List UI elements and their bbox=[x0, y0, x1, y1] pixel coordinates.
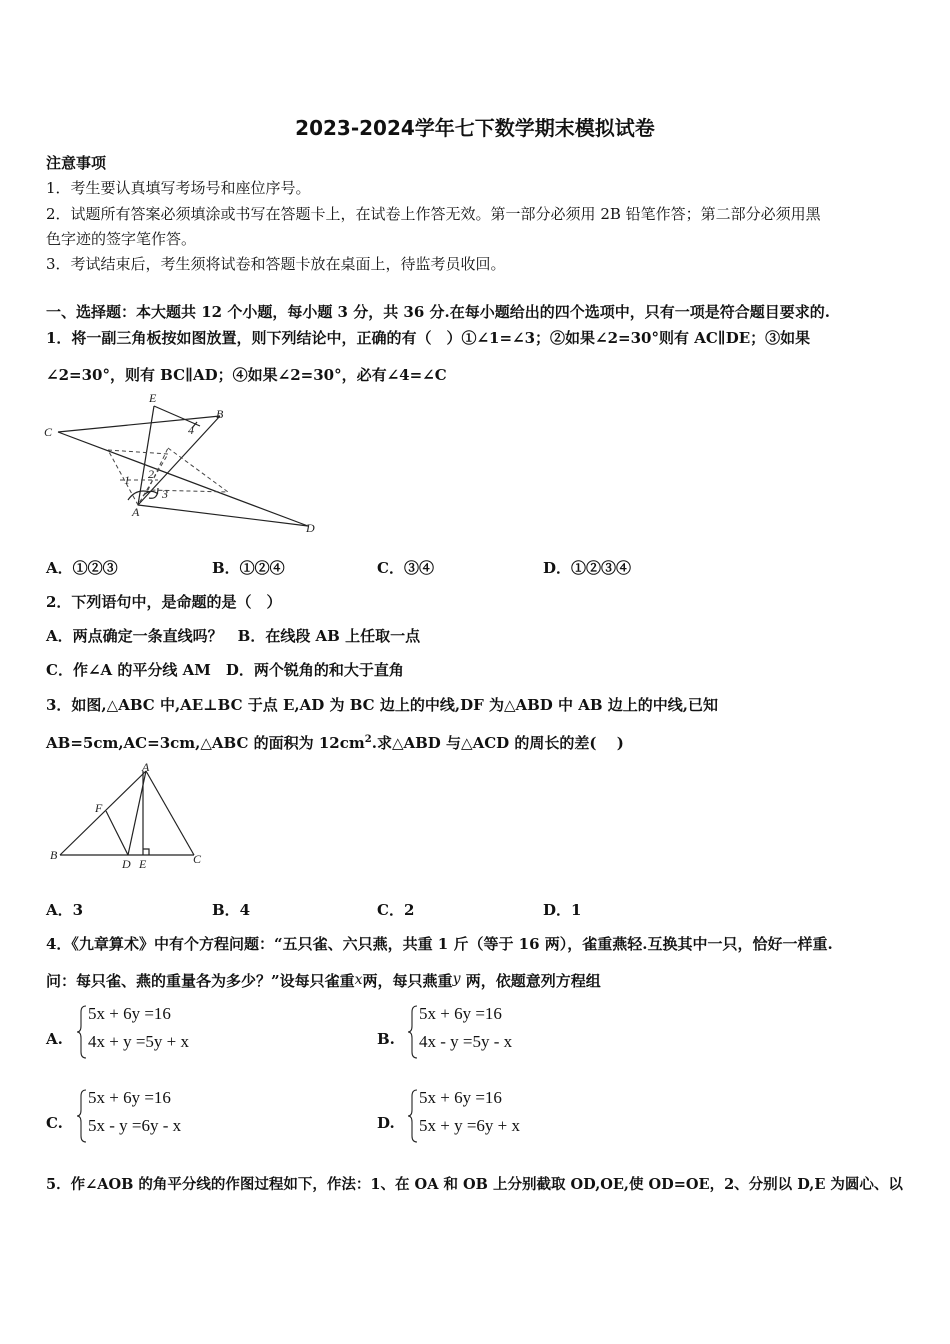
q1-label: A bbox=[132, 505, 140, 519]
q3-option-b[interactable]: B．4 bbox=[212, 901, 251, 919]
section-heading: 一、选择题：本大题共 12 个小题，每小题 3 分，共 36 分.在每小题给出的四个选项中，只有一项是符合题目要求的. bbox=[46, 303, 830, 321]
q3-label: D bbox=[122, 857, 131, 871]
q1-label: 2 bbox=[148, 467, 154, 481]
q4-var-y: y bbox=[452, 971, 461, 987]
q2-options-row1[interactable]: A．两点确定一条直线吗？ B．在线段 AB 上任取一点 bbox=[46, 627, 421, 645]
equation: 5x + y =6y + x bbox=[419, 1116, 521, 1135]
q3-option-c[interactable]: C．2 bbox=[377, 901, 415, 919]
q4-stem-line1: 4．《九章算术》中有个方程问题：“五只雀、六只燕，共重 1 斤（等于 16 两），雀重燕轻.互换其中一只，恰好一样重. bbox=[46, 935, 833, 953]
q3-stem-text: AB=5cm,AC=3cm,△ABC 的面积为 12cm bbox=[46, 734, 365, 752]
equation: 5x - y =6y - x bbox=[88, 1116, 182, 1135]
q4-option-d-system[interactable] bbox=[407, 1088, 567, 1144]
q2-options-row2[interactable]: C．作∠A 的平分线 AM D．两个锐角的和大于直角 bbox=[46, 661, 404, 679]
q1-label: E bbox=[149, 391, 157, 405]
q5-stem-line1: 5．作∠AOB 的角平分线的作图过程如下，作法：1、在 OA 和 OB 上分别截取 OD,OE,使 OD=OE，2、分别以 D,E 为圆心、以 bbox=[46, 1176, 903, 1193]
q4-stem-text: 问：每只雀、燕的重量各为多少？”设每只雀重 bbox=[46, 972, 355, 990]
q4-option-a-label[interactable]: A. bbox=[46, 1030, 63, 1048]
q4-var-x: x bbox=[354, 972, 363, 988]
notice-heading: 注意事项 bbox=[46, 154, 107, 172]
q3-stem-line1: 3．如图,△ABC 中,AE⊥BC 于点 E,AD 为 BC 边上的中线,DF 为△ABD 中 AB 边上的中线,已知 bbox=[46, 696, 719, 714]
q4-option-c-system[interactable] bbox=[76, 1088, 236, 1144]
q4-stem-text: 两，依题意列方程组 bbox=[460, 972, 601, 990]
q3-label: F bbox=[95, 801, 103, 815]
q1-label: 4 bbox=[188, 423, 194, 437]
q1-option-d[interactable]: D．①②③④ bbox=[543, 559, 632, 577]
q3-label: B bbox=[50, 848, 58, 862]
q3-stem-text: .求△ABD 与△ACD 的周长的差( ) bbox=[371, 734, 624, 752]
equation: 5x + 6y =16 bbox=[419, 1004, 502, 1023]
q3-stem-line2 bbox=[46, 732, 624, 753]
q1-label: 3 bbox=[162, 487, 168, 501]
notice-item: 3．考试结束后，考生须将试卷和答题卡放在桌面上，待监考员收回。 bbox=[46, 255, 506, 273]
equation: 5x + 6y =16 bbox=[419, 1088, 502, 1107]
q1-label: B bbox=[216, 407, 224, 421]
q3-label: E bbox=[139, 857, 147, 871]
q2-stem: 2．下列语句中，是命题的是（ ） bbox=[46, 593, 282, 611]
notice-item: 2．试题所有答案必须填涂或书写在答题卡上，在试卷上作答无效。第一部分必须用 2B 铅笔作答；第二部分必须用黑 bbox=[46, 205, 821, 223]
q1-stem-line2: ∠2=30°，则有 BC∥AD；④如果∠2=30°，必有∠4=∠C bbox=[46, 366, 447, 384]
notice-item: 色字迹的签字笔作答。 bbox=[46, 230, 197, 248]
q1-option-a[interactable]: A．①②③ bbox=[46, 559, 118, 577]
equation: 4x + y =5y + x bbox=[88, 1032, 190, 1051]
q1-label: D bbox=[306, 521, 315, 535]
q1-figure bbox=[40, 388, 330, 538]
q3-figure bbox=[46, 762, 216, 874]
q1-option-b[interactable]: B．①②④ bbox=[212, 559, 285, 577]
q4-option-b-system[interactable] bbox=[407, 1004, 567, 1060]
q4-option-c-label[interactable]: C. bbox=[46, 1114, 63, 1132]
equation: 4x - y =5y - x bbox=[419, 1032, 513, 1051]
q3-option-d[interactable]: D．1 bbox=[543, 901, 582, 919]
q1-label: 1 bbox=[124, 473, 130, 487]
q1-option-c[interactable]: C．③④ bbox=[377, 559, 434, 577]
q4-option-b-label[interactable]: B. bbox=[377, 1030, 395, 1048]
notice-item: 1．考生要认真填写考场号和座位序号。 bbox=[46, 179, 311, 197]
q1-label: C bbox=[44, 425, 53, 439]
q3-label: C bbox=[193, 852, 202, 866]
q4-option-a-system[interactable] bbox=[76, 1004, 236, 1060]
q3-stem-sup: 2 bbox=[364, 734, 372, 745]
equation: 5x + 6y =16 bbox=[88, 1004, 171, 1023]
q1-stem-line1: 1．将一副三角板按如图放置，则下列结论中，正确的有（ ）①∠1=∠3；②如果∠2=30°则有 AC∥DE；③如果 bbox=[46, 329, 811, 347]
q3-option-a[interactable]: A．3 bbox=[46, 901, 84, 919]
q4-option-d-label[interactable]: D. bbox=[377, 1114, 395, 1132]
q3-label: A bbox=[142, 762, 150, 774]
equation: 5x + 6y =16 bbox=[88, 1088, 171, 1107]
q4-stem-line2 bbox=[46, 970, 601, 991]
page-title: 2023-2024学年七下数学期末模拟试卷 bbox=[295, 116, 655, 140]
q4-stem-text: 两，每只燕重 bbox=[362, 972, 453, 990]
